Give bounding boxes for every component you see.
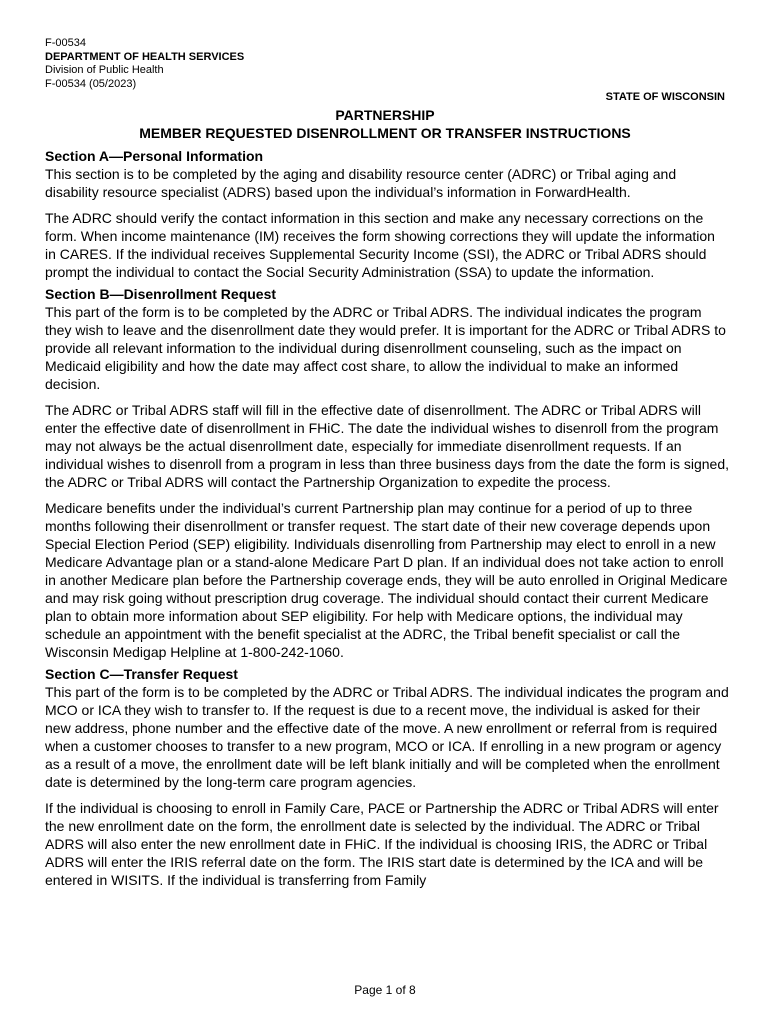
section-c-paragraph: If the individual is choosing to enroll in Family Care, PACE or Partnership the ADRC or Tribal ADRS will enter the new enrollment date on the form, the enrollment date is selected by the individual. The ADRC or Tribal ADRS will also enter the new enrollment date in FHiC. If the individual is choosing IRIS, the ADRC or Tribal ADRS will enter the IRIS referral date on the form. The IRIS start date is determined by the ICA and will be entered in WISITS. If the individual is transferring from Family [45,800,719,888]
section-a-paragraph: This section is to be completed by the aging and disability resource center (ADRC) or Tribal aging and disability resource specialist (ADRS) based upon the individual’s information in ForwardHealth. [45,166,677,200]
form-revision: F-00534 (05/2023) [45,77,137,90]
page-number: Page 1 of 8 [354,983,416,997]
section-b-paragraph: This part of the form is to be completed by the ADRC or Tribal ADRS. The individual indicates the program they wish to leave and the disenrollment date they would prefer. It is important for the ADRC or Tribal ADRS to provide all relevant information to the individual during disenrollment counseling, such as the impact on Medicaid eligibility and how the date may affect cost share, to allow the individual to make an informed decision. [45,304,726,392]
state-label: STATE OF WISCONSIN [605,91,725,103]
section-b-heading: Section B—Disenrollment Request [45,286,277,302]
division-name: Division of Public Health [45,64,164,76]
section-b-paragraph: The ADRC or Tribal ADRS staff will fill in the effective date of disenrollment. The ADRC or Tribal ADRS will enter the effective date of disenrollment in FHiC. The date the individual wishes to disenroll from the program may not always be the actual disenrollment date, especially for immediate disenrollment requests. If an individual wishes to disenroll from a program in less than three business days from the date the form is signed, the ADRC or Tribal ADRS will contact the Partnership Organization to expedite the process. [45,402,730,490]
title-line-1: PARTNERSHIP [335,107,435,123]
section-c-heading: Section C—Transfer Request [45,666,238,682]
title-line-2: MEMBER REQUESTED DISENROLLMENT OR TRANSFER INSTRUCTIONS [139,125,631,141]
form-id: F-00534 [45,37,86,49]
department-name: DEPARTMENT OF HEALTH SERVICES [45,50,245,63]
form-header [45,37,244,91]
section-a-heading: Section A—Personal Information [45,148,264,164]
document-body [45,147,729,897]
section-c-paragraph: This part of the form is to be completed by the ADRC or Tribal ADRS. The individual indicates the program and MCO or ICA they wish to transfer to. If the request is due to a recent move, the individual is asked for their new address, phone number and the effective date of the move. A new enrollment or referral from is required when a customer chooses to transfer to a new program, MCO or ICA. If enrolling in a new program or agency as a result of a move, the enrollment date will be left blank initially and will be completed when the enrollment date is determined by the long-term care program agencies. [45,684,729,790]
section-b-paragraph: Medicare benefits under the individual’s current Partnership plan may continue for a period of up to three months following their disenrollment or transfer request. The start date of their new coverage depends upon Special Election Period (SEP) eligibility. Individuals disenrolling from Partnership may elect to enroll in a new Medicare Advantage plan or a stand-alone Medicare Part D plan. If an individual does not take action to enroll in another Medicare plan before the Partnership coverage ends, they will be auto enrolled in Original Medicare and may risk going without prescription drug coverage. The individual should contact their current Medicare plan to obtain more information about SEP eligibility. For help with Medicare options, the individual may schedule an appointment with the benefit specialist at the ADRC, the Tribal benefit specialist or call the Wisconsin Medigap Helpline at 1-800-242-1060. [45,500,728,660]
document-title [45,106,725,142]
section-a-paragraph: The ADRC should verify the contact information in this section and make any necessary corrections on the form. When income maintenance (IM) receives the form showing corrections they will update the information in CARES. If the individual receives Supplemental Security Income (SSI), the ADRC or Tribal ADRS should prompt the individual to contact the Social Security Administration (SSA) to update the information. [45,210,715,280]
